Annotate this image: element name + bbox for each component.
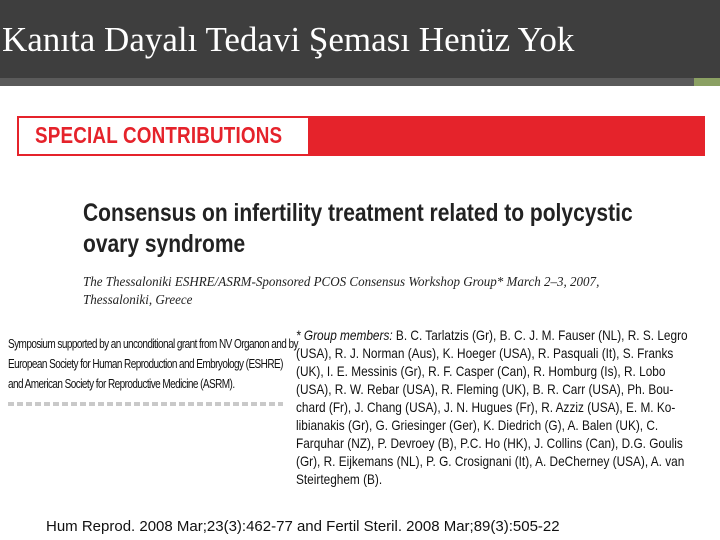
scan-artifact	[8, 402, 283, 406]
title-bar	[0, 0, 720, 78]
members-line: Steirteghem (B).	[296, 471, 383, 487]
slide-content	[0, 86, 720, 540]
workshop-byline	[83, 274, 641, 310]
members-line: Farquhar (NZ), P. Devroey (B), P.C. Ho (HK), J. Collins (Can), D.G. Goulis	[296, 435, 683, 451]
workshop-line: The Thessaloniki ESHRE/ASRM-Sponsored PCOS Consensus Workshop Group* March 2–3, 2007,	[83, 275, 600, 290]
title-accent-strip	[0, 78, 720, 86]
funding-line: Symposium supported by an unconditional grant from NV Organon and by	[8, 337, 298, 351]
section-banner-label-box	[19, 118, 308, 154]
article-title	[83, 198, 633, 260]
article-title-line: ovary syndrome	[83, 230, 246, 258]
citation: Hum Reprod. 2008 Mar;23(3):462-77 and Fertil Steril. 2008 Mar;89(3):505-22	[46, 518, 560, 535]
section-banner	[17, 116, 705, 156]
members-line: (UK), I. E. Messinis (Gr), R. F. Casper (Can), R. Homburg (Is), R. Lobo	[296, 363, 666, 379]
members-line: (USA), R. J. Norman (Aus), K. Hoeger (USA), R. Pasquali (It), S. Franks	[296, 345, 674, 361]
members-label: * Group members:	[296, 327, 393, 343]
group-members	[296, 326, 702, 488]
members-line	[296, 326, 702, 344]
section-banner-text: SPECIAL CONTRIBUTIONS	[35, 122, 283, 148]
section-banner-red-bar	[308, 118, 703, 154]
funding-line: European Society for Human Reproduction and Embryology (ESHRE)	[8, 357, 283, 371]
members-line: libianakis (Gr), G. Griesinger (Ger), K. Diedrich (G), A. Balen (UK), C.	[296, 417, 659, 433]
slide-title: Kanıta Dayalı Tedavi Şeması Henüz Yok	[2, 20, 575, 59]
members-line: chard (Fr), J. Chang (USA), J. N. Hugues (Fr), R. Azziz (USA), E. M. Ko-	[296, 399, 676, 415]
members-line: (USA), R. W. Rebar (USA), R. Fleming (UK), B. R. Carr (USA), Ph. Bou-	[296, 381, 674, 397]
members-line: (Gr), R. Eijkemans (NL), P. G. Crosignani (It), A. DeCherney (USA), A. van	[296, 453, 685, 469]
article-title-line: Consensus on infertility treatment related to polycystic	[83, 199, 633, 227]
funding-line: and American Society for Reproductive Medicine (ASRM).	[8, 377, 235, 391]
title-accent-green	[694, 78, 720, 86]
funding-note	[8, 334, 298, 394]
workshop-line: Thessaloniki, Greece	[83, 293, 193, 308]
members-line-text: B. C. Tarlatzis (Gr), B. C. J. M. Fauser (NL), R. S. Legro	[392, 327, 688, 343]
